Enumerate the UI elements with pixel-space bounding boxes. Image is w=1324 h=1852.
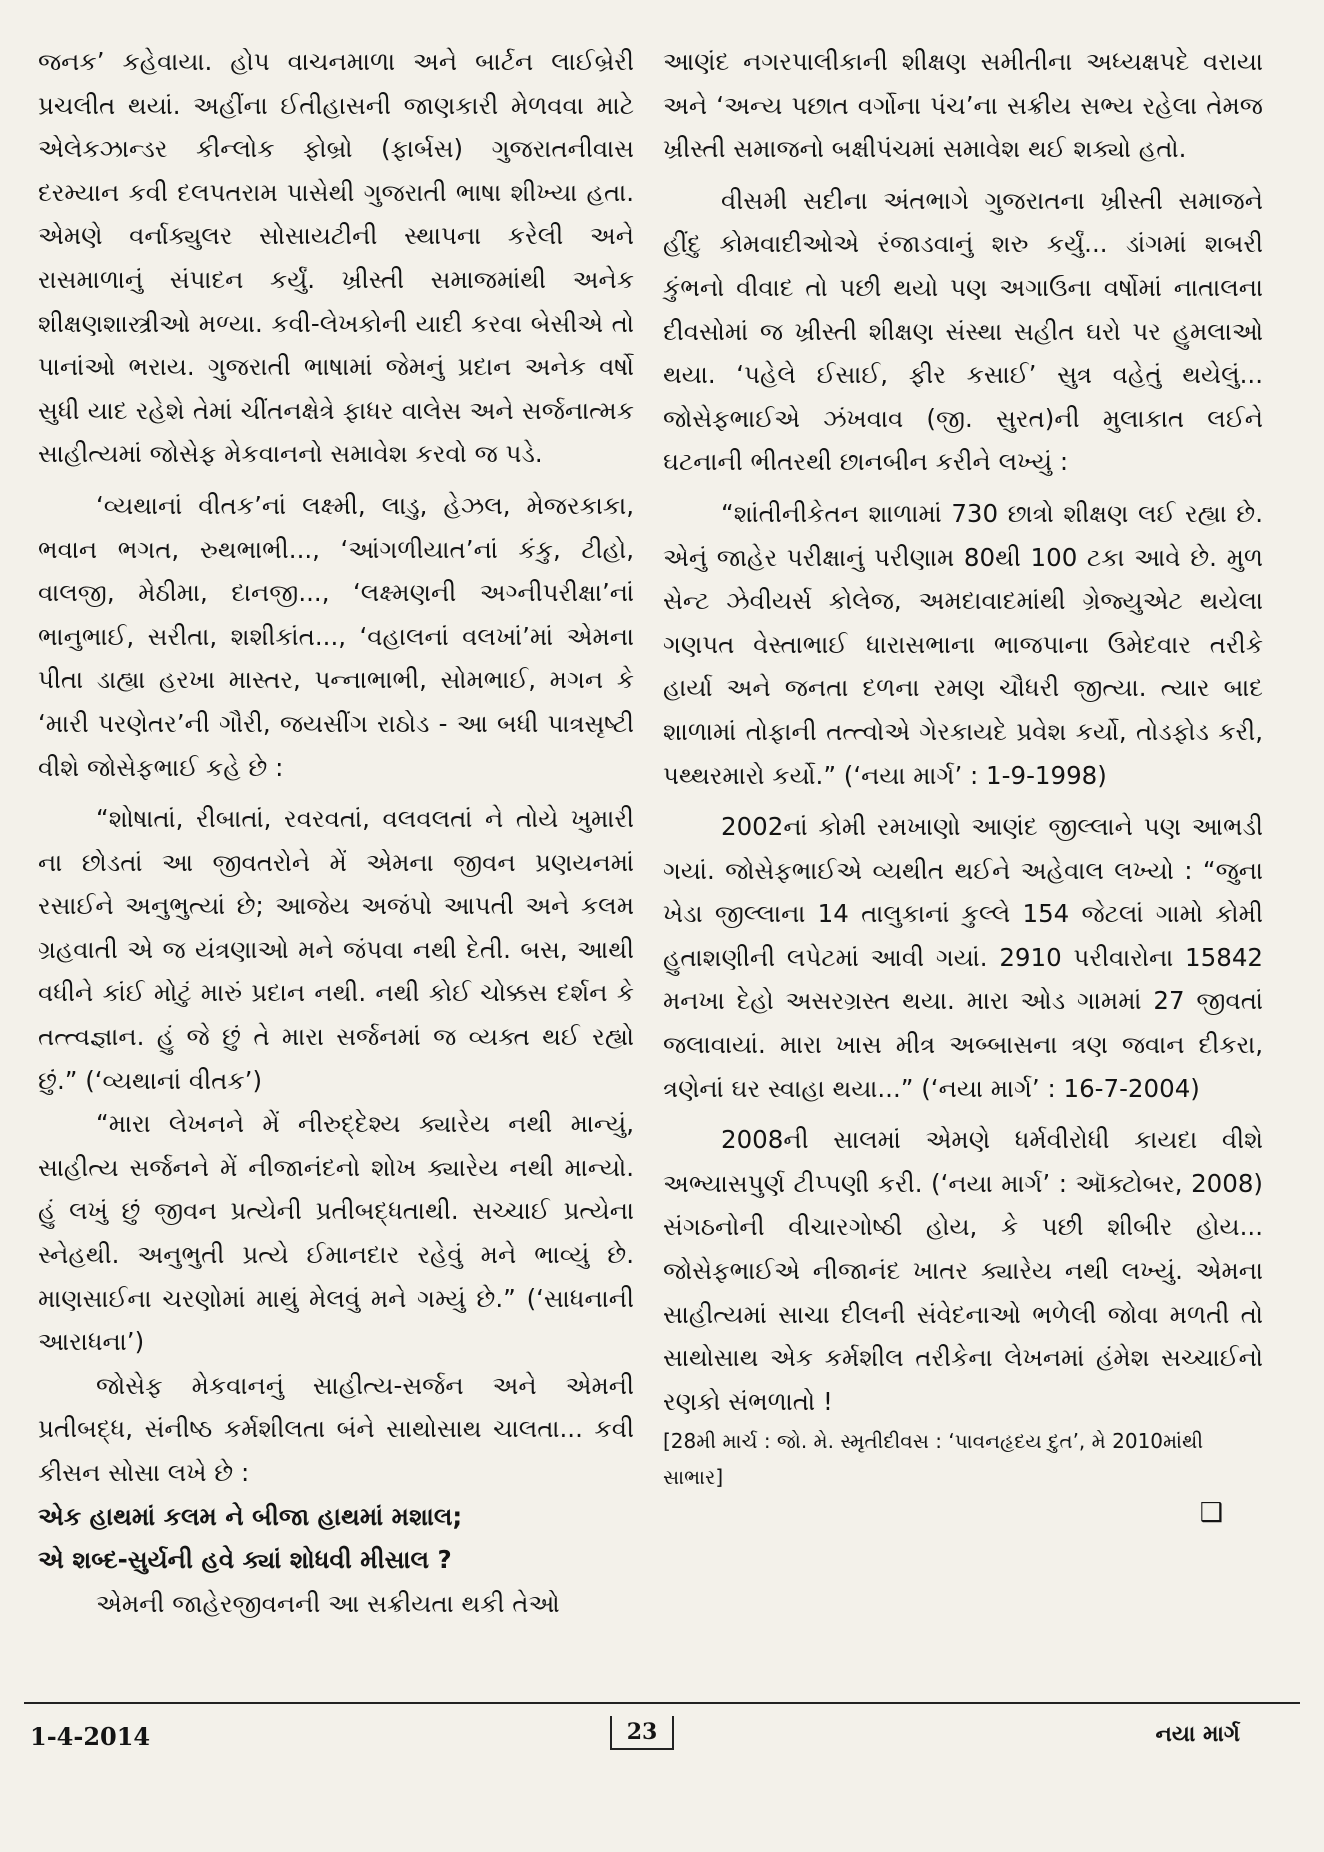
end-of-article-square-icon: ❑	[1199, 1498, 1223, 1529]
right-paragraph-1: આણંદ નગરપાલીકાની શીક્ષણ સમીતીના અધ્યક્ષપદે વરાયા અને ‘અન્ય પછાત વર્ગોના પંચ’ના સક્રીય સભ્ય રહેલા તેમજ ખ્રીસ્તી સમાજનો બક્ષીપંચમાં સમાવેશ થઈ શક્યો હતો.	[663, 47, 1263, 164]
magazine-name: નયા માર્ગ	[1155, 1722, 1240, 1747]
right-paragraph-5: 2008ની સાલમાં એમણે ધર્મવીરોધી કાયદા વીશે અભ્યાસપુર્ણ ટીપ્પણી કરી. (‘નયા માર્ગ’ : ઑક્ટોબર, 2008) સંગઠનોની વીચારગોષ્ઠી હોય, કે પછી શીબીર હોય... જોસેફભાઈએ નીજાનંદ ખાતર ક્યારેય નથી લખ્યું. એમના સાહીત્યમાં સાચા દીલની સંવેદનાઓ ભળેલી જોવા મળતી તો સાથોસાથ એક કર્મશીલ તરીકેના લેખનમાં હંમેશ સચ્ચાઈનો રણકો સંભળાતો !	[663, 1125, 1263, 1416]
couplet-line-1: એક હાથમાં કલમ ને બીજા હાથમાં મશાલ;	[38, 1501, 463, 1531]
left-paragraph-5: જોસેફ મેકવાનનું સાહીત્ય-સર્જન અને એમની પ્રતીબદ્ધ, સંનીષ્ઠ કર્મશીલતા બંને સાથોસાથ ચાલતા... કવી કીસન સોસા લખે છે :	[38, 1370, 634, 1487]
left-paragraph-6: એમની જાહેરજીવનની આ સક્રીયતા થકી તેઓ	[96, 1588, 560, 1618]
right-paragraph-4: 2002નાં કોમી રમખાણો આણંદ જીલ્લાને પણ આભડી ગયાં. જોસેફભાઈએ વ્યથીત થઈને અહેવાલ લખ્યો : “જુના ખેડા જીલ્લાના 14 તાલુકાનાં કુલ્લે 154 જેટલાં ગામો કોમી હુતાશણીની લપેટમાં આવી ગયાં. 2910 પરીવારોના 15842 મનખા દેહો અસરગ્રસ્ત થયા. મારા ઓડ ગામમાં 27 જીવતાં જલાવાયાં. મારા ખાસ મીત્ર અબ્બાસના ત્રણ જવાન દીકરા, ત્રણેનાં ઘર સ્વાહા થયા...” (‘નયા માર્ગ’ : 16-7-2004)	[663, 812, 1263, 1103]
left-column	[38, 40, 634, 1625]
right-quote-1: “શાંતીનીકેતન શાળામાં 730 છાત્રો શીક્ષણ લઈ રહ્યા છે. એનું જાહેર પરીક્ષાનું પરીણામ 80થી 100 ટકા આવે છે. મુળ સેન્ટ ઝેવીયર્સ કોલેજ, અમદાવાદમાંથી ગ્રેજ્યુએટ થયેલા ગણપત વેસ્તાભાઈ ધારાસભાના ભાજપાના ઉમેદવાર તરીકે હાર્યા અને જનતા દળના રમણ ચૌધરી જીત્યા. ત્યાર બાદ શાળામાં તોફાની તત્ત્વોએ ગેરકાયદે પ્રવેશ કર્યો, તોડફોડ કરી, પથ્થરમારો કર્યો.” (‘નયા માર્ગ’ : 1-9-1998)	[663, 498, 1263, 790]
footer-divider	[24, 1702, 1300, 1704]
page-number: 23	[610, 1716, 674, 1750]
right-paragraph-2: વીસમી સદીના અંતભાગે ગુજરાતના ખ્રીસ્તી સમાજને હીંદુ કોમવાદીઓએ રંજાડવાનું શરુ કર્યું... ડાંગમાં શબરી કુંભનો વીવાદ તો પછી થયો પણ અગાઉના વર્ષોમાં નાતાલના દીવસોમાં જ ખ્રીસ્તી શીક્ષણ સંસ્થા સહીત ઘરો પર હુમલાઓ થયા. ‘પહેલે ઈસાઈ, ફીર કસાઈ’ સુત્ર વહેતું થયેલું... જોસેફભાઈએ ઝંખવાવ (જી. સુરત)ની મુલાકાત લઈને ઘટનાની ભીતરથી છાનબીન કરીને લખ્યું :	[663, 185, 1263, 477]
right-column	[663, 40, 1263, 1531]
left-paragraph-1: જનક’ કહેવાયા. હોપ વાચનમાળા અને બાર્ટન લાઈબ્રેરી પ્રચલીત થયાં. અહીંના ઈતીહાસની જાણકારી મેળવવા માટે એલેકઝાન્ડર કીન્લોક ફોબ્રો (ફાર્બસ) ગુજરાતનીવાસ દરમ્યાન કવી દલપતરામ પાસેથી ગુજરાતી ભાષા શીખ્યા હતા. એમણે વર્નાક્યુલર સોસાયટીની સ્થાપના કરેલી અને રાસમાળાનું સંપાદન કર્યું. ખ્રીસ્તી સમાજમાંથી અનેક શીક્ષણશાસ્ત્રીઓ મળ્યા. કવી-લેખકોની યાદી કરવા બેસીએ તો પાનાંઓ ભરાય. ગુજરાતી ભાષામાં જેમનું પ્રદાન અનેક વર્ષો સુધી યાદ રહેશે તેમાં ચીંતનક્ષેત્રે ફાધર વાલેસ અને સર્જનાત્મક સાહીત્યમાં જોસેફ મેકવાનનો સમાવેશ કરવો જ પડે.	[38, 47, 634, 469]
left-quote-1: “શોષાતાં, રીબાતાં, રવરવતાં, વલવલતાં ને તોયે ખુમારી ના છોડતાં આ જીવતરોને મેં એમના જીવન પ્રણયનમાં રસાઈને અનુભુત્યાં છે; આજેય અજંપો આપતી અને કલમ ગ્રહવાતી એ જ યંત્રણાઓ મને જંપવા નથી દેતી. બસ, આથી વધીને કાંઈ મોટું મારું પ્રદાન નથી. નથી કોઈ ચોક્કસ દર્શન કે તત્ત્વજ્ઞાન. હું જે છું તે મારા સર્જનમાં જ વ્યક્ત થઈ રહ્યો છું.” (‘વ્યથાનાં વીતક’)	[38, 804, 634, 1095]
couplet-line-2: એ શબ્દ-સુર્યની હવે ક્યાં શોધવી મીસાલ ?	[38, 1545, 452, 1575]
left-paragraph-2: ‘વ્યથાનાં વીતક’નાં લક્ષ્મી, લાડુ, હેઝલ, મેજરકાકા, ભવાન ભગત, રુથભાભી..., ‘આંગળીયાત’નાં કંકુ, ટીહો, વાલજી, મેઠીમા, દાનજી..., ‘લક્ષ્મણની અગ્નીપરીક્ષા’નાં ભાનુભાઈ, સરીતા, શશીકાંત..., ‘વહાલનાં વલખાં’માં એમના પીતા ડાહ્યા હરખા માસ્તર, પન્નાભાભી, સોમભાઈ, મગન કે ‘મારી પરણેતર’ની ગૌરી, જયસીંગ રાઠોડ - આ બધી પાત્રસૃષ્ટી વીશે જોસેફભાઈ કહે છે :	[38, 490, 634, 782]
issue-date: 1-4-2014	[30, 1722, 151, 1751]
left-quote-2: “મારા લેખનને મેં નીરુદ્દેશ્ય ક્યારેય નથી માન્યું, સાહીત્ય સર્જનને મેં નીજાનંદનો શોખ ક્યારેય નથી માન્યો. હું લખું છું જીવન પ્રત્યેની પ્રતીબદ્ધતાથી. સચ્ચાઈ પ્રત્યેના સ્નેહથી. અનુભુતી પ્રત્યે ઈમાનદાર રહેવું મને ભાવ્યું છે. માણસાઈના ચરણોમાં માથું મેલવું મને ગમ્યું છે.” (‘સાધનાની આરાધના’)	[38, 1109, 634, 1357]
source-credit: [28મી માર્ચ : જો. મે. સ્મૃતીદીવસ : ‘પાવનહૃદય દુત’, મે 2010માંથી સાભાર]	[663, 1429, 1204, 1490]
